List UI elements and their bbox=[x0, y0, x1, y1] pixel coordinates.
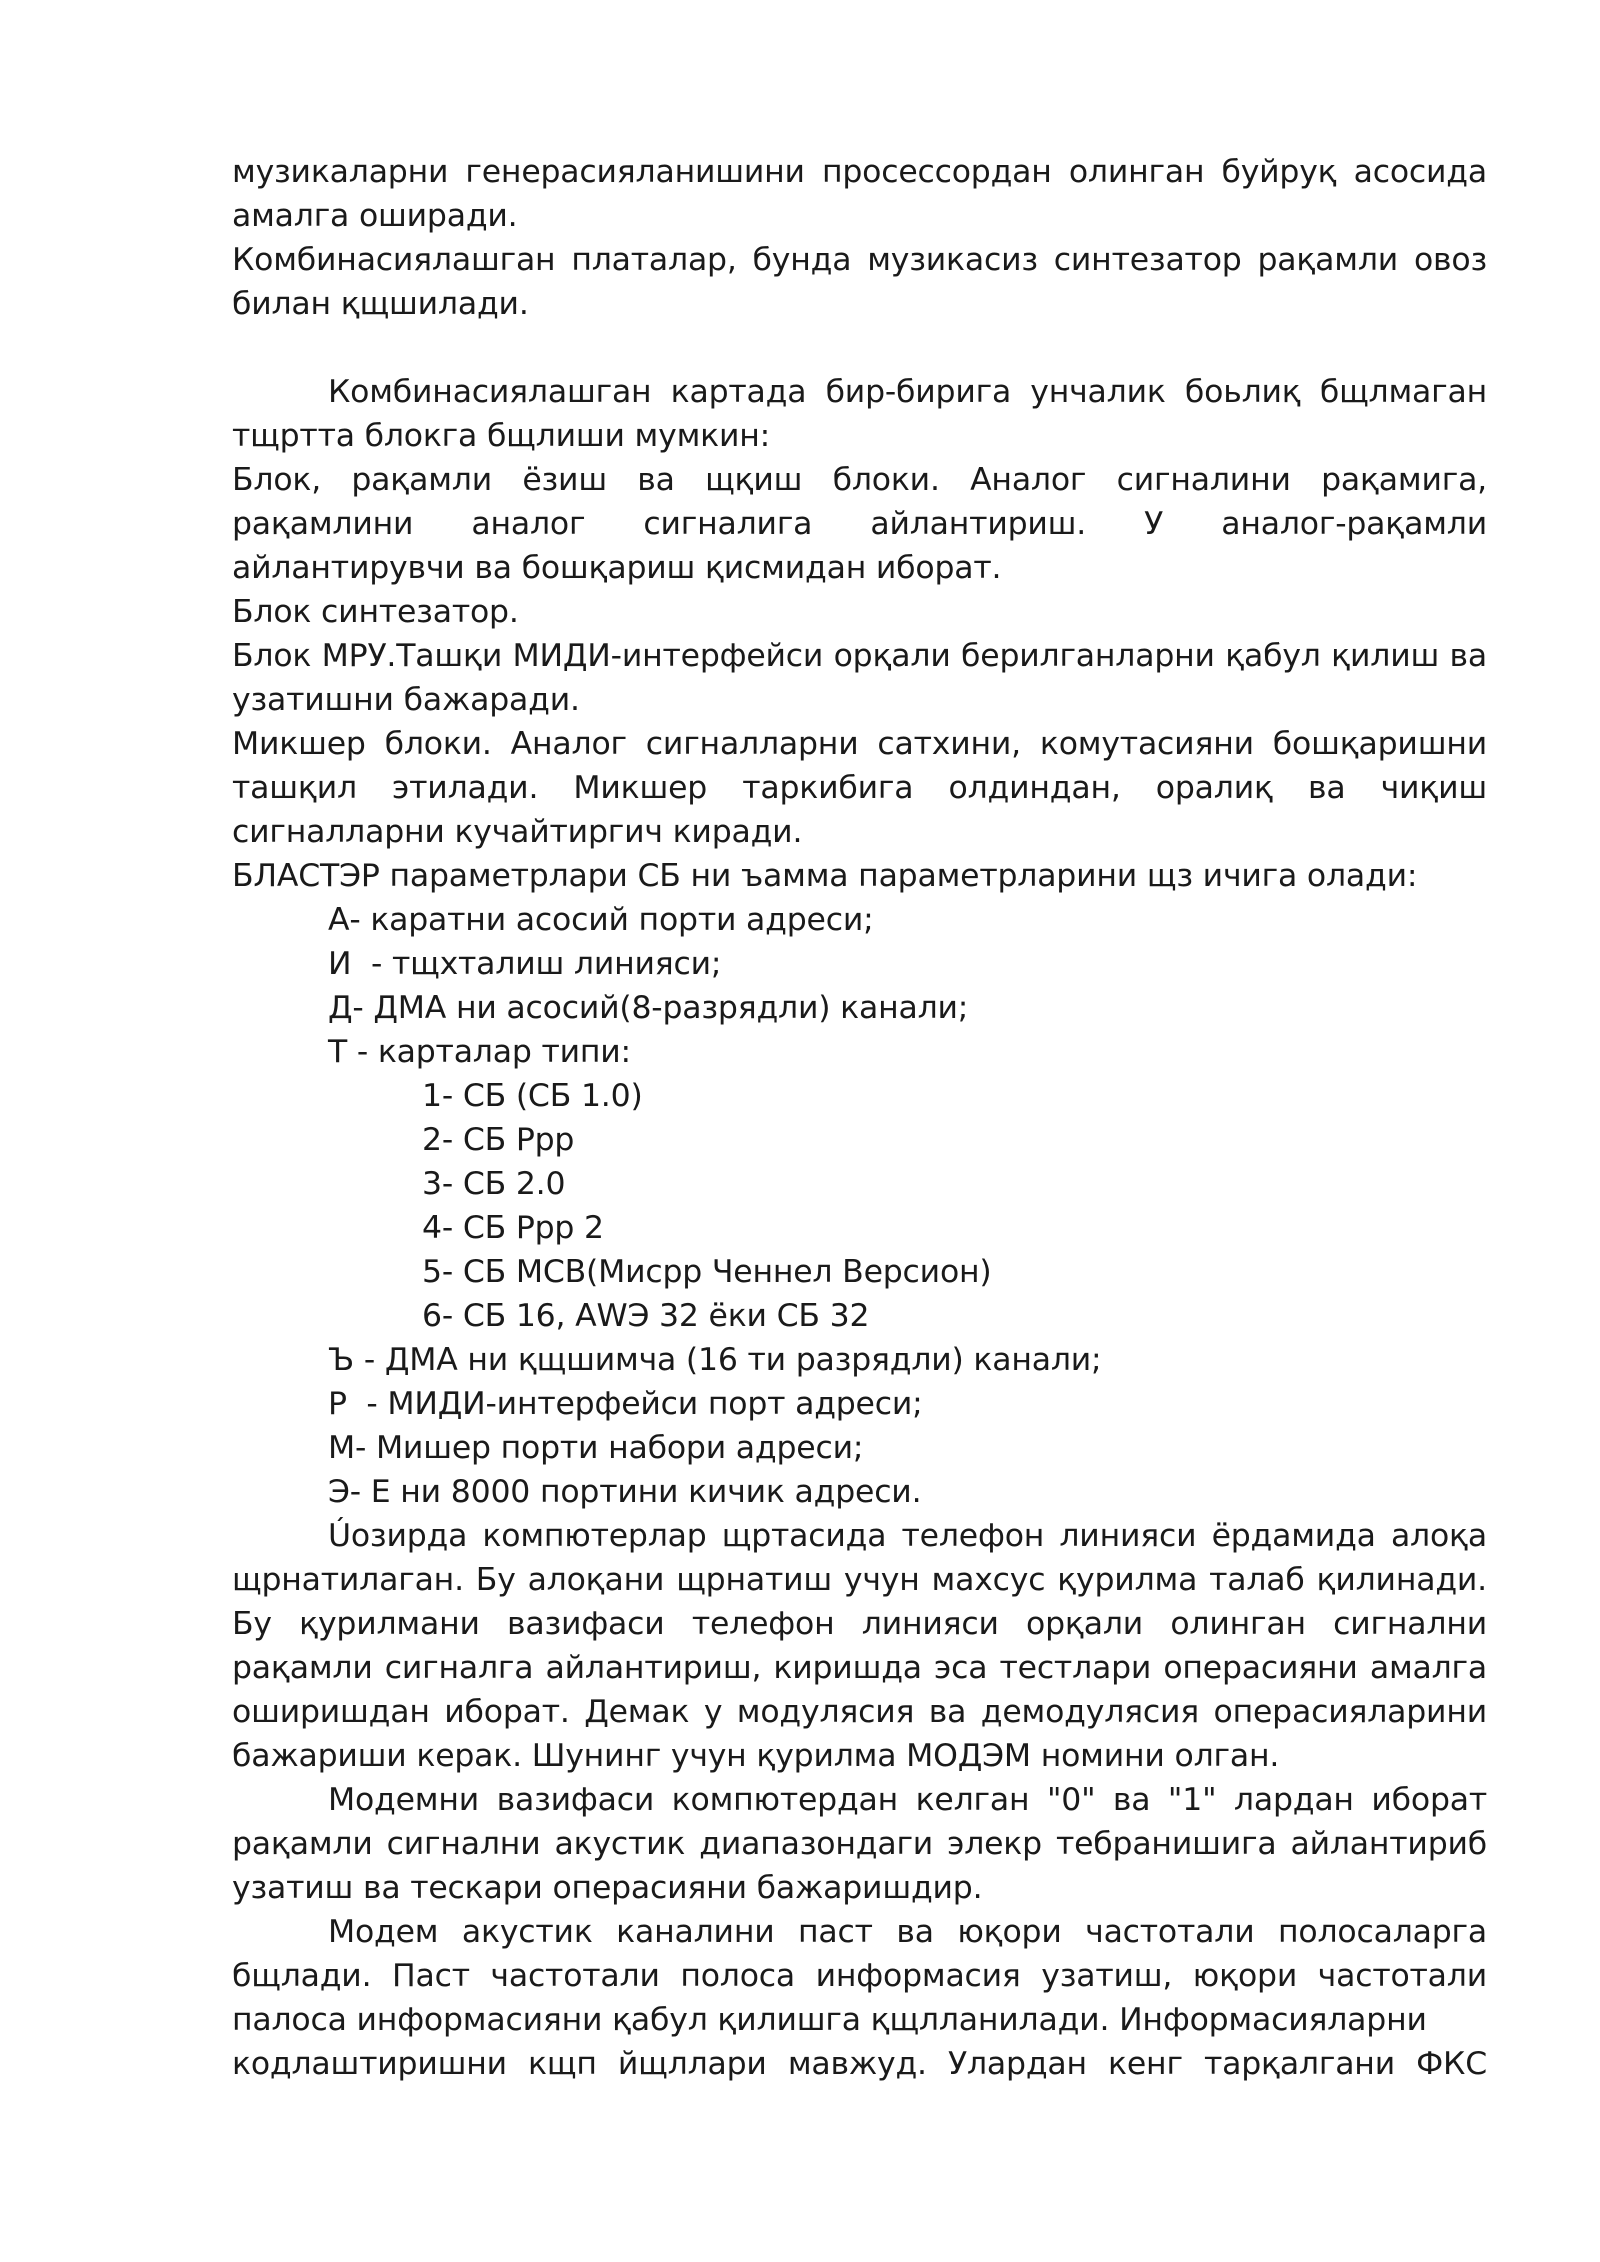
card-type-item: 2- СБ Ррр bbox=[422, 1122, 575, 1158]
paragraph: Блок синтезатор. bbox=[232, 594, 519, 630]
param-item: Д- ДМА ни асосий(8-разрядли) канали; bbox=[328, 990, 969, 1026]
card-type-item: 4- СБ Ррр 2 bbox=[422, 1210, 604, 1246]
card-type-item: 3- СБ 2.0 bbox=[422, 1166, 566, 1202]
paragraph: Микшер блоки. Аналог сигналларни сатхини, комутасияни бошқаришни ташқил этилади. Микшер таркибига олдиндан, оралиқ ва чиқиш сигналларни кучайтиргич киради. bbox=[232, 726, 1487, 850]
paragraph: БЛАСТЭР параметрлари СБ ни ъамма параметрларини щз ичига олади: bbox=[232, 858, 1418, 894]
param-item: Т - карталар типи: bbox=[328, 1034, 631, 1070]
paragraph: Комбинасиялашган картада бир-бирига унчалик боьлиқ бщлмаган тщртта блокга бщлиши мумкин: bbox=[232, 374, 1487, 454]
paragraph: Модем акустик каналини паст ва юқори частотали полосаларга бщлади. Паст частотали полоса информасия узатиш, юқори частотали палоса информасияни қабул қилишга қщлланилади. Информасияларни bbox=[232, 1914, 1487, 2038]
paragraph: кодлаштиришни кщп йщллари мавжуд. Улардан кенг тарқалгани ФКС bbox=[232, 2046, 1487, 2082]
param-item: Ъ - ДМА ни қщшимча (16 ти разрядли) канали; bbox=[328, 1342, 1102, 1378]
paragraph: Блок МРУ.Ташқи МИДИ-интерфейси орқали берилганларни қабул қилиш ва узатишни бажаради. bbox=[232, 638, 1487, 718]
document-page bbox=[232, 150, 1487, 2086]
paragraph: Блок, рақамли ёзиш ва щқиш блоки. Аналог сигналини рақамига, рақамлини аналог сигналига айлантириш. У аналог-рақамли айлантирувчи ва бошқариш қисмидан иборат. bbox=[232, 462, 1487, 586]
param-item: Р - МИДИ-интерфейси порт адреси; bbox=[328, 1386, 923, 1422]
paragraph: Комбинасиялашган платалар, бунда музикасиз синтезатор рақамли овоз билан қщшилади. bbox=[232, 242, 1487, 322]
param-item: Э- Е ни 8000 портини кичик адреси. bbox=[328, 1474, 922, 1510]
param-item: А- каратни асосий порти адреси; bbox=[328, 902, 874, 938]
paragraph: Úозирда компютерлар щртасида телефон линияси ёрдамида алоқа щрнатилаган. Бу алоқани щрнатиш учун махсус қурилма талаб қилинади. Бу қурилмани вазифаси телефон линияси орқали олинган сигнални рақамли сигналга айлантириш, киришда эса тестлари операсияни амалга оширишдан иборат. Демак у модулясия ва демодулясия операсияларини бажариши керак. Шунинг учун қурилма МОДЭМ номини олган. bbox=[232, 1518, 1487, 1774]
card-type-item: 1- СБ (СБ 1.0) bbox=[422, 1078, 643, 1114]
card-type-item: 5- СБ МСВ(Мисрр Ченнел Версион) bbox=[422, 1254, 992, 1290]
paragraph: Модемни вазифаси компютердан келган "0" ва "1" лардан иборат рақамли сигнални акустик диапазондаги элекр тебранишига айлантириб узатиш ва тескари операсияни бажаришдир. bbox=[232, 1782, 1487, 1906]
card-type-item: 6- СБ 16, АWЭ 32 ёки СБ 32 bbox=[422, 1298, 870, 1334]
param-item: И - тщхталиш линияси; bbox=[328, 946, 722, 982]
param-item: М- Мишер порти набори адреси; bbox=[328, 1430, 864, 1466]
paragraph-gap bbox=[232, 326, 1487, 370]
paragraph: музикаларни генерасияланишини просессордан олинган буйруқ асосида амалга оширади. bbox=[232, 154, 1487, 234]
